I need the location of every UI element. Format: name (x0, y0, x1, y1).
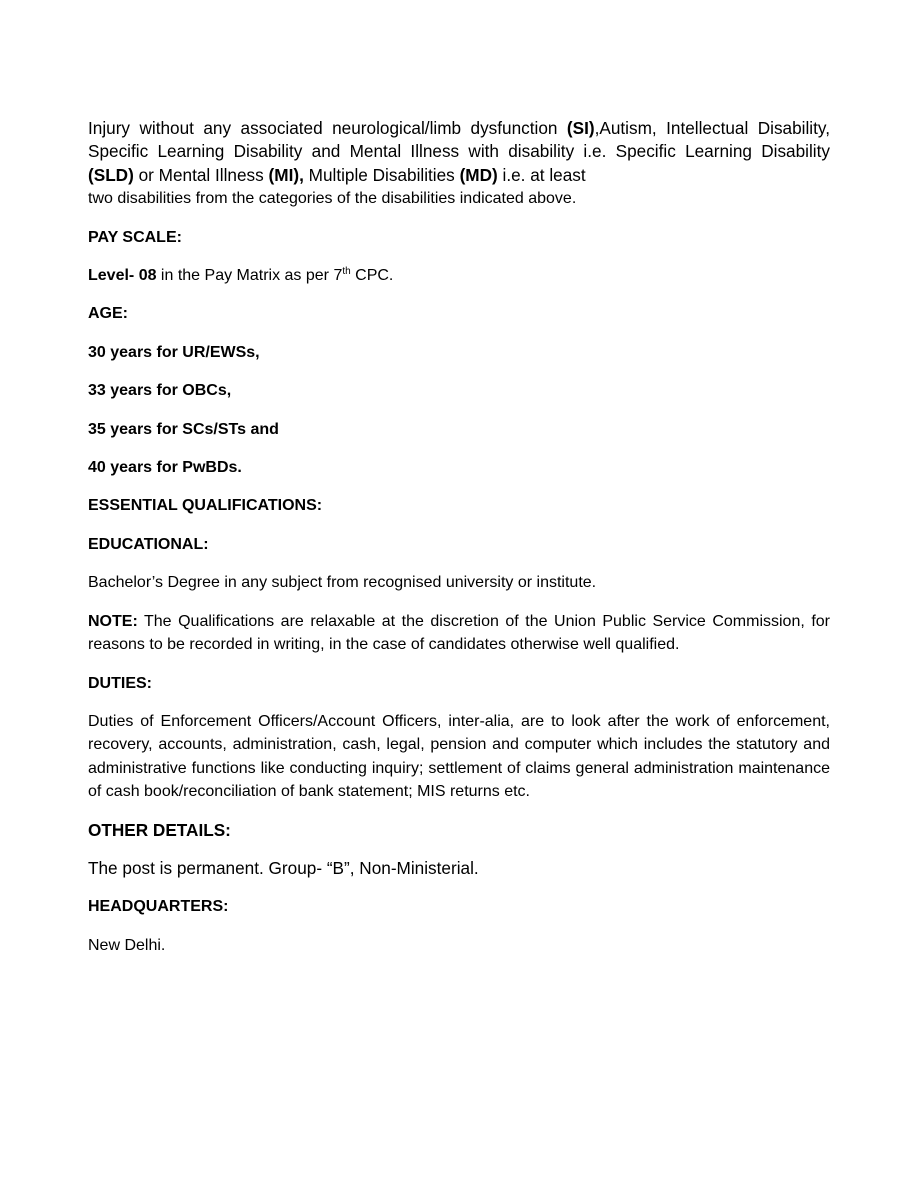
educational-text: Bachelor’s Degree in any subject from recognised university or institute. (88, 574, 597, 592)
disability-text-4: Multiple Disabilities (303, 164, 460, 185)
note-paragraph (88, 610, 830, 657)
headquarters-text: New Delhi. (88, 936, 166, 954)
duties-text: Duties of Enforcement Officers/Account Officers, inter-alia, are to look after the work of enforcement, recovery, accounts, administration, cash, legal, pension and computer which includes the statutory and administrative functions like conducting inquiry; settlement of claims general administration maintenance of cash book/reconciliation of bank statement; MIS returns etc. (88, 712, 830, 801)
md-label: (MD) (459, 164, 498, 185)
pay-level: Level- 08 (88, 267, 157, 285)
other-details-text: The post is permanent. Group- “B”, Non-Ministerial. (88, 857, 479, 878)
disability-text-5: i.e. at least (497, 164, 586, 185)
duties-heading: DUTIES: (88, 674, 152, 692)
disability-text-6: two disabilities from the categories of the disabilities indicated above. (88, 190, 577, 208)
headquarters-heading: HEADQUARTERS: (88, 898, 229, 916)
disability-text-2: ,Autism, Intellectual Disability, Specific Learning Disability and Mental Illness with disability i.e. Specific Learning Disability (88, 118, 830, 162)
other-details-heading: OTHER DETAILS: (88, 819, 231, 840)
age-heading: AGE: (88, 305, 128, 323)
disability-paragraph-tail (88, 187, 830, 210)
essential-qualifications-heading: ESSENTIAL QUALIFICATIONS: (88, 497, 323, 515)
educational-heading: EDUCATIONAL: (88, 535, 209, 553)
sld-label: (SLD) (88, 164, 134, 185)
note-label: NOTE: (88, 612, 138, 630)
note-text: The Qualifications are relaxable at the discretion of the Union Public Service Commission, for reasons to be recorded in writing, in the case of candidates otherwise well qualified. (88, 612, 830, 654)
age-item-obc: 33 years for OBCs, (88, 382, 232, 400)
pay-scale-heading: PAY SCALE: (88, 228, 182, 246)
pay-matrix-text: in the Pay Matrix as per 7 (156, 267, 343, 285)
pay-cpc-text: CPC. (350, 267, 394, 285)
pay-scale-text (88, 264, 830, 287)
mi-label: (MI), (268, 164, 304, 185)
si-label: (SI) (566, 118, 595, 138)
disability-paragraph (88, 117, 830, 187)
document-page (88, 117, 830, 972)
age-item-sc-st: 35 years for SCs/STs and (88, 420, 279, 438)
age-item-ur-ews: 30 years for UR/EWSs, (88, 343, 260, 361)
ordinal-suffix: th (342, 266, 351, 278)
disability-text-3: or Mental Illness (133, 164, 269, 185)
age-item-pwbd: 40 years for PwBDs. (88, 459, 242, 477)
disability-text-1: Injury without any associated neurological/limb dysfunction (88, 118, 567, 138)
